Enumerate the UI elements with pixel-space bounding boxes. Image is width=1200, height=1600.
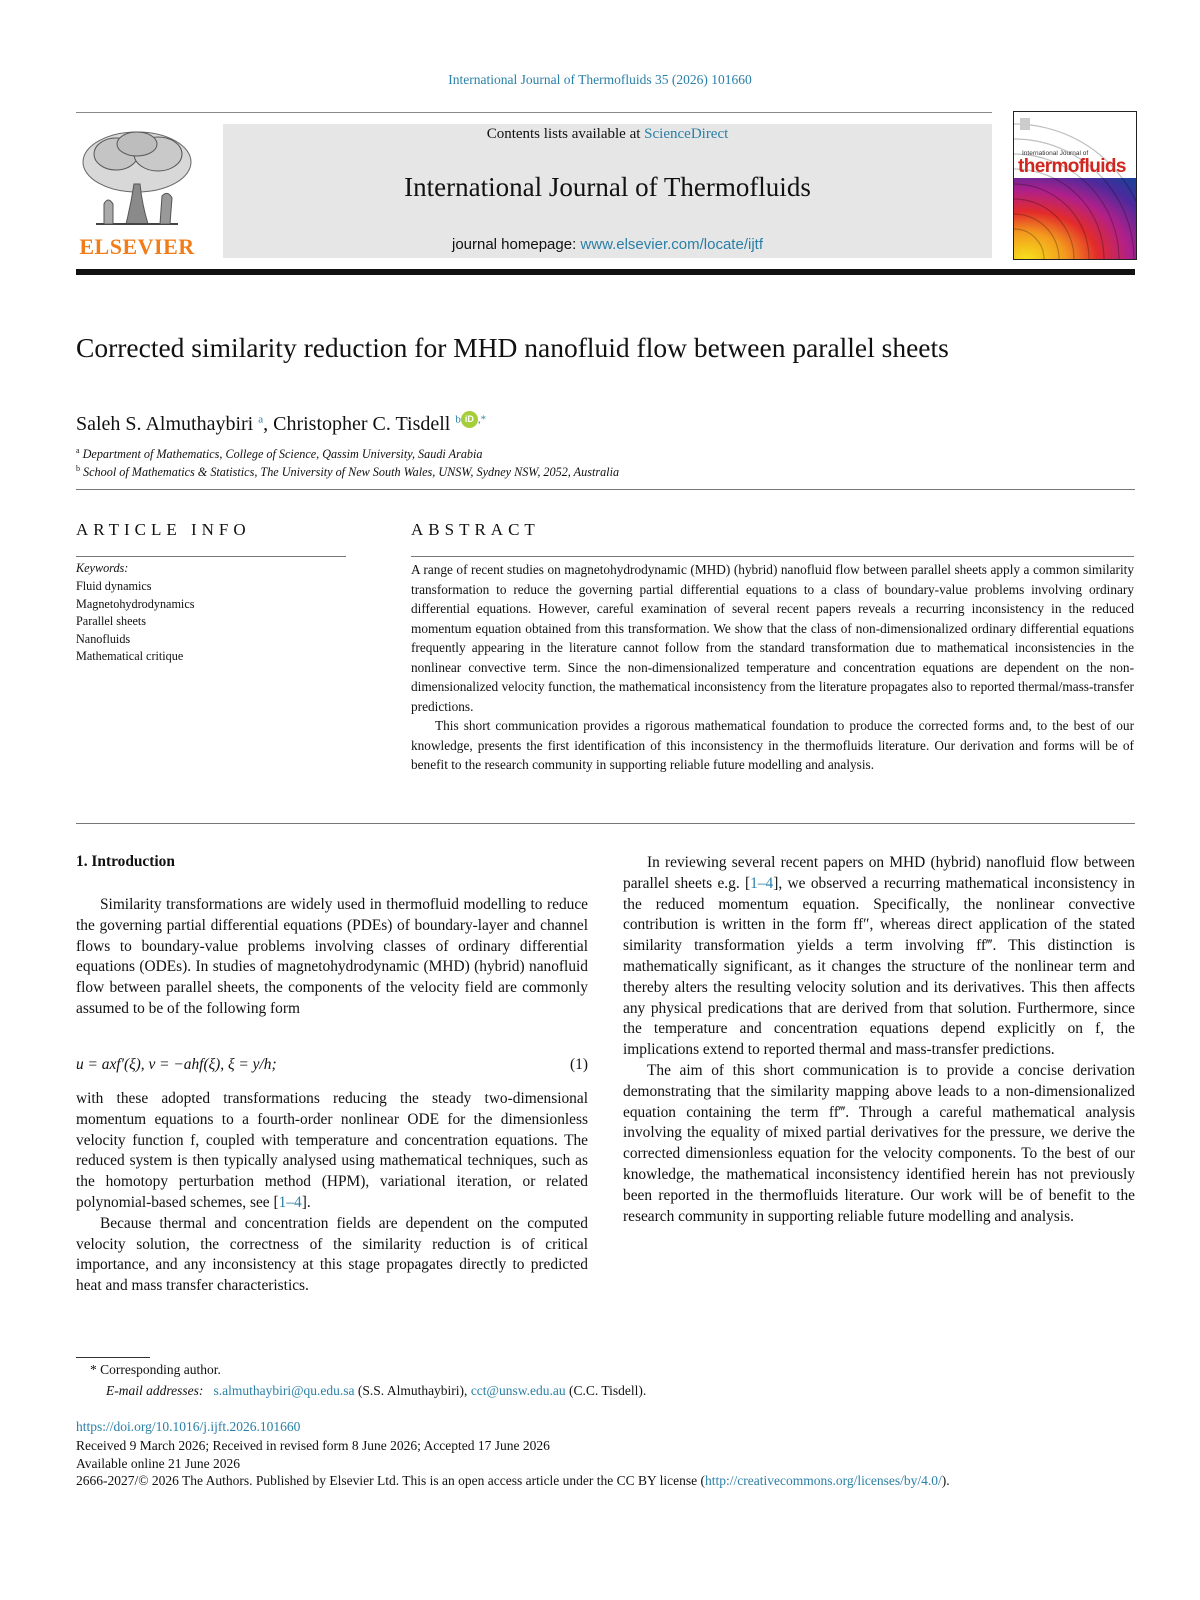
corresponding-mark[interactable]: ,*	[477, 413, 487, 426]
keywords-label: Keywords:	[76, 561, 129, 575]
citation-link[interactable]: 1–4	[278, 1193, 302, 1211]
license-text: 2666-2027/© 2026 The Authors. Published by Elsevier Ltd. This is an open access article under the CC BY license (	[76, 1473, 706, 1488]
affil-text: School of Mathematics & Statistics, The University of New South Wales, UNSW, Sydney NSW, 2052, Australia	[80, 465, 620, 480]
abstract-body	[411, 560, 1134, 775]
right-column	[623, 853, 1135, 1227]
left-column-cont	[76, 1089, 588, 1297]
masthead-rule	[76, 269, 1135, 275]
homepage-line	[223, 236, 992, 253]
cover-big-text: thermofluids	[1018, 156, 1126, 177]
doi-text[interactable]: https://doi.org/10.1016/j.ijft.2026.101660	[76, 1419, 301, 1434]
divider	[76, 556, 346, 557]
header-rule	[76, 112, 992, 113]
abstract-paragraph: A range of recent studies on magnetohydrodynamic (MHD) (hybrid) nanofluid flow between parallel sheets apply a common similarity transformation to reduce the governing partial differential equations to a class of boundary-value problems involving ordinary differential equations. However, careful examination of several recent papers reveals a recurring inconsistency in the reduced momentum equation obtained from this transformation. We show that the class of non-dimensionalized ordinary differential equations frequently appearing in the literature cannot follow from the standard transformation due to mathematical inconsistencies in the nonlinear convective term. Since the non-dimensionalized temperature and concentration equations are dependent on the non-dimensionalized velocity function, the mathematical inconsistency from the literature propagates also to reported thermal/mass-transfer predictions.	[411, 562, 1134, 714]
cover-art	[1014, 112, 1136, 259]
journal-banner	[223, 124, 992, 258]
body-paragraph: Because thermal and concentration fields are dependent on the computed velocity solution, the correctness of the similarity reduction is of critical importance, and any inconsistency at this stage propagates directly to predicted heat and mass transfer characteristics.	[76, 1214, 588, 1295]
article-info-heading: ARTICLE INFO	[76, 520, 251, 539]
text-run: ].	[301, 1193, 311, 1211]
running-head[interactable]: International Journal of Thermofluids 35 (2026) 101660	[448, 72, 752, 87]
affil-sup: b	[76, 464, 80, 473]
available-line: Available online 21 June 2026	[76, 1456, 240, 1471]
body-paragraph: Similarity transformations are widely used in thermofluid modelling to reduce the governing partial differential equations (PDEs) of boundary-layer and channel flows to boundary-value problems involving classes of ordinary differential equations (ODEs). In studies of magnetohydrodynamic (MHD) (hybrid) nanofluid flow between parallel sheets, the components of the velocity field are commonly assumed to be of the following form	[76, 896, 588, 1017]
sciencedirect-link[interactable]: ScienceDirect	[644, 126, 729, 142]
email-note	[106, 1383, 646, 1399]
section-title: 1. Introduction	[76, 853, 175, 870]
keyword: Parallel sheets	[76, 614, 147, 628]
equation-1	[76, 1056, 588, 1074]
author-1-affil[interactable]: a	[258, 413, 264, 426]
email-label: E-mail addresses:	[106, 1383, 204, 1398]
article-title: Corrected similarity reduction for MHD nanofluid flow between parallel sheets	[76, 332, 949, 363]
text-run: with these adopted transformations reducing the steady two-dimensional momentum equations to a fourth-order nonlinear ODE for the dimensionless velocity function f, coupled with temperature and concentration equations. The reduced system is then typically analysed using mathematical techniques, such as the homotopy perturbation method (HPM), variational iteration, or related polynomial-based schemes, see [	[76, 1090, 588, 1211]
left-column	[76, 895, 588, 1020]
tree-icon	[76, 124, 198, 232]
equation-text: u = axf′(ξ), v = −ahf(ξ), ξ = y/h;	[76, 1056, 277, 1073]
abstract-heading: ABSTRACT	[411, 520, 540, 539]
license-link[interactable]: http://creativecommons.org/licenses/by/4.0/	[705, 1473, 942, 1488]
author-2[interactable]: , Christopher C. Tisdell	[263, 413, 451, 435]
doi-link[interactable]	[76, 1418, 300, 1437]
keyword: Mathematical critique	[76, 649, 184, 663]
footnote-rule	[76, 1357, 150, 1358]
corresponding-note: * Corresponding author.	[90, 1362, 221, 1377]
cover-small-text: International Journal of	[1022, 150, 1089, 157]
orcid-icon[interactable]: iD	[461, 411, 478, 428]
keyword: Fluid dynamics	[76, 579, 152, 593]
elsevier-logo[interactable]	[76, 124, 198, 260]
body-paragraph: The aim of this short communication is to provide a concise derivation demonstrating that the similarity mapping above leads to a non-dimensionalized equation containing the term ff‴. Through a careful mathematical analysis involving the equality of mixed partial derivatives for the pressure, we derive the corrected dimensionless equation for the velocity components. To the best of our knowledge, the mathematical inconsistency identified herein has not previously been reported in the thermofluids literature. Our work will be of benefit to the research community in supporting reliable future modelling and analysis.	[623, 1061, 1135, 1225]
journal-title: International Journal of Thermofluids	[404, 172, 811, 202]
divider	[411, 556, 1134, 557]
body-paragraph	[623, 853, 1135, 1061]
email-link-1[interactable]: s.almuthaybiri@qu.edu.sa	[213, 1383, 355, 1398]
body-paragraph	[76, 1089, 588, 1214]
email-link-2[interactable]: cct@unsw.edu.au	[470, 1383, 566, 1398]
email-name-2: (C.C. Tisdell).	[565, 1383, 647, 1398]
keyword: Nanofluids	[76, 631, 131, 646]
equation-number: (1)	[570, 1056, 588, 1073]
affil-text: Department of Mathematics, College of Science, Qassim University, Saudi Arabia	[79, 447, 483, 462]
text-run: In reviewing several recent papers on MHD (hybrid) nanofluid flow between parallel sheets e.g. [	[623, 854, 1135, 892]
homepage-prefix: journal homepage:	[451, 236, 581, 253]
license-text-end: ).	[941, 1473, 950, 1488]
homepage-link[interactable]: www.elsevier.com/locate/ijtf	[580, 236, 763, 253]
citation-link[interactable]: 1–4	[750, 874, 774, 892]
affil-sup: a	[76, 446, 80, 455]
contents-line	[223, 126, 992, 143]
affiliation-a	[76, 446, 482, 462]
email-name-1: (S.S. Almuthaybiri),	[354, 1383, 471, 1398]
publisher-wordmark: ELSEVIER	[79, 234, 195, 259]
divider	[76, 489, 1135, 490]
license-line	[76, 1472, 950, 1491]
author-line	[76, 413, 486, 436]
keywords-list	[76, 578, 194, 666]
received-line: Received 9 March 2026; Received in revised form 8 June 2026; Accepted 17 June 2026	[76, 1438, 550, 1453]
journal-cover[interactable]	[1013, 111, 1137, 260]
author-2-affil[interactable]: b	[455, 413, 461, 426]
author-1[interactable]: Saleh S. Almuthaybiri	[76, 413, 254, 435]
text-run: ], we observed a recurring mathematical inconsistency in the reduced momentum equation. Specifically, the nonlinear convective contribution is written in the form ff″, whereas direct application of the stated similarity transformation yields a term involving ff‴. This distinction is mathematically significant, as it changes the structure of the nonlinear term and thereby alters the resulting velocity solution and its derivatives. This then affects any physical predications that are derived from that solution. Furthermore, since the temperature and concentration equations depend explicitly on f, the implications extend to reported thermal and mass-transfer predictions.	[623, 874, 1135, 1059]
divider	[76, 823, 1135, 824]
keyword: Magnetohydrodynamics	[76, 596, 195, 611]
affiliation-b	[76, 464, 619, 480]
abstract-paragraph: This short communication provides a rigorous mathematical foundation to produce the corrected forms and, to the best of our knowledge, presents the first identification of this inconsistency in the thermofluids literature. Our derivation and forms will be of benefit to the research community in supporting reliable future modelling and analysis.	[411, 718, 1134, 772]
contents-prefix: Contents lists available at	[486, 126, 645, 142]
